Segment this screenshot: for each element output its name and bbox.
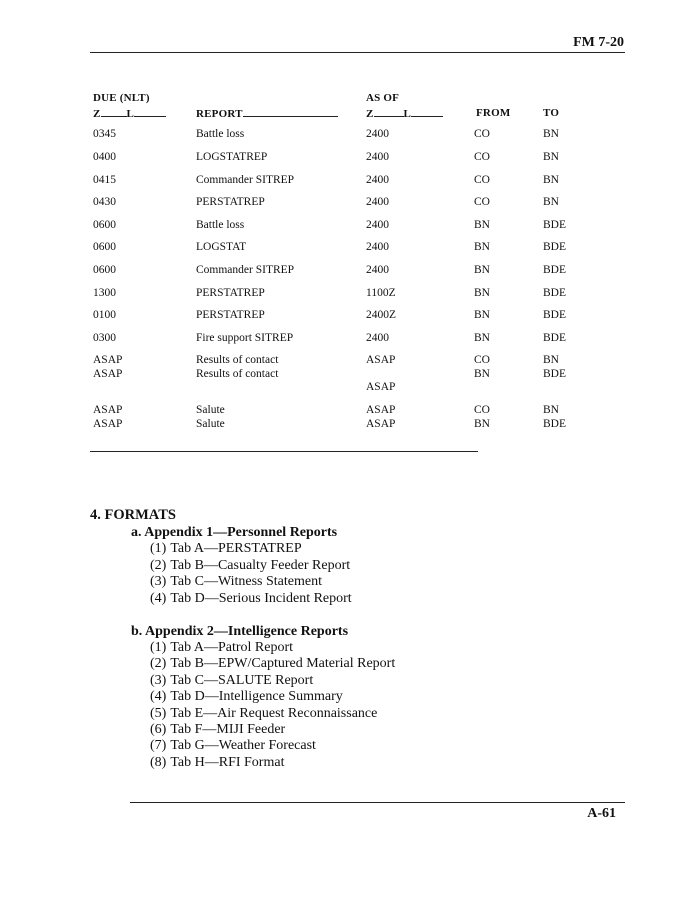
salute-row-due: ASAP bbox=[93, 404, 123, 416]
list-item-number: (4) bbox=[150, 590, 167, 606]
l-blank bbox=[134, 107, 166, 117]
from-header: FROM bbox=[476, 107, 511, 119]
list-item bbox=[150, 738, 316, 754]
table-row-to: BDE bbox=[543, 309, 566, 321]
table-row-to: BDE bbox=[543, 264, 566, 276]
table-row-report: Commander SITREP bbox=[196, 264, 295, 276]
to-header: TO bbox=[543, 107, 560, 119]
table-row-report: Battle loss bbox=[196, 128, 245, 140]
list-item-text: Tab A—Patrol Report bbox=[170, 640, 293, 655]
document-id: FM 7-20 bbox=[573, 35, 624, 50]
salute-row-from: CO bbox=[474, 404, 490, 416]
salute-row-from: BN bbox=[474, 418, 490, 430]
contact-row-asof: ASAP bbox=[366, 354, 396, 366]
table-row-due: 0400 bbox=[93, 151, 116, 163]
list-item-text: Tab B—Casualty Feeder Report bbox=[170, 557, 351, 573]
list-item bbox=[150, 591, 352, 607]
list-item-text: Tab F—MIJI Feeder bbox=[170, 722, 286, 737]
list-item bbox=[150, 656, 395, 672]
list-item bbox=[150, 673, 313, 689]
table-row-report: PERSTATREP bbox=[196, 287, 265, 299]
list-item-number: (2) bbox=[150, 656, 167, 672]
list-item-text: Tab A—PERSTATREP bbox=[170, 541, 302, 556]
table-row-due: 0600 bbox=[93, 264, 116, 276]
list-item-number: (1) bbox=[150, 640, 167, 655]
table-row-to: BN bbox=[543, 128, 559, 140]
table-row-asof: 2400 bbox=[366, 241, 389, 253]
table-row-to: BDE bbox=[543, 332, 566, 344]
salute-row-report: Salute bbox=[196, 404, 225, 416]
list-item-number: (1) bbox=[150, 541, 167, 556]
l-label: L bbox=[126, 108, 135, 120]
as-of-header: AS OF bbox=[366, 92, 400, 104]
list-item-number: (2) bbox=[150, 557, 167, 573]
list-item-number: (8) bbox=[150, 754, 167, 770]
table-row-to: BDE bbox=[543, 287, 566, 299]
contact-row-extra-asof: ASAP bbox=[366, 381, 396, 393]
table-row-from: BN bbox=[474, 219, 490, 231]
salute-row-asof: ASAP bbox=[366, 404, 396, 416]
list-item bbox=[150, 706, 377, 722]
table-row-report: Commander SITREP bbox=[196, 174, 295, 186]
contact-row-due: ASAP bbox=[93, 368, 123, 380]
report-blank bbox=[243, 107, 338, 117]
contact-row-report: Results of contact bbox=[196, 354, 279, 366]
list-item-number: (7) bbox=[150, 738, 167, 754]
list-item-text: Tab G—Weather Forecast bbox=[170, 738, 316, 754]
appendix-2-title: b. Appendix 2—Intelligence Reports bbox=[131, 624, 349, 639]
table-row-asof: 1100Z bbox=[366, 287, 396, 299]
formats-heading: 4. FORMATS bbox=[90, 507, 176, 523]
list-item-number: (3) bbox=[150, 574, 167, 589]
list-item bbox=[150, 722, 285, 738]
z2-label: Z bbox=[366, 108, 374, 120]
table-row-due: 1300 bbox=[93, 287, 116, 299]
table-row-to: BN bbox=[543, 196, 559, 208]
z2-blank bbox=[374, 107, 404, 117]
list-item-text: Tab D—Serious Incident Report bbox=[170, 590, 352, 606]
as-of-zl-header bbox=[366, 107, 443, 120]
table-row-asof: 2400 bbox=[366, 196, 389, 208]
z-blank bbox=[101, 107, 127, 117]
list-item bbox=[150, 689, 343, 705]
table-row-due: 0600 bbox=[93, 241, 116, 253]
table-row-to: BN bbox=[543, 151, 559, 163]
table-row-from: CO bbox=[474, 151, 490, 163]
table-row-due: 0100 bbox=[93, 309, 116, 321]
table-row-asof: 2400 bbox=[366, 219, 389, 231]
report-header bbox=[196, 107, 338, 120]
table-row-asof: 2400 bbox=[366, 174, 389, 186]
table-row-to: BDE bbox=[543, 241, 566, 253]
table-row-asof: 2400 bbox=[366, 151, 389, 163]
list-item-text: Tab B—EPW/Captured Material Report bbox=[170, 656, 396, 672]
table-row-to: BN bbox=[543, 174, 559, 186]
table-row-due: 0345 bbox=[93, 128, 116, 140]
l2-blank bbox=[411, 107, 443, 117]
contact-row-from: BN bbox=[474, 368, 490, 380]
table-row-from: BN bbox=[474, 309, 490, 321]
footer-rule bbox=[130, 802, 625, 803]
table-row-due: 0415 bbox=[93, 174, 116, 186]
salute-row-asof: ASAP bbox=[366, 418, 396, 430]
l2-label: L bbox=[403, 108, 412, 120]
table-row-due: 0300 bbox=[93, 332, 116, 344]
list-item-number: (5) bbox=[150, 705, 167, 721]
table-row-asof: 2400 bbox=[366, 264, 389, 276]
list-item-number: (3) bbox=[150, 672, 167, 688]
table-end-rule bbox=[90, 451, 478, 452]
z-label: Z bbox=[93, 108, 101, 120]
table-row-asof: 2400 bbox=[366, 128, 389, 140]
report-label: REPORT bbox=[196, 108, 243, 120]
table-row-asof: 2400Z bbox=[366, 309, 397, 321]
table-row-from: BN bbox=[474, 287, 490, 299]
salute-row-to: BDE bbox=[543, 418, 566, 430]
table-row-due: 0600 bbox=[93, 219, 116, 231]
contact-row-from: CO bbox=[474, 354, 490, 366]
table-row-report: PERSTATREP bbox=[196, 196, 265, 208]
table-row-report: LOGSTAT bbox=[196, 241, 247, 253]
list-item-number: (6) bbox=[150, 722, 167, 737]
table-row-asof: 2400 bbox=[366, 332, 389, 344]
contact-row-to: BN bbox=[543, 354, 559, 366]
contact-row-report: Results of contact bbox=[196, 368, 279, 380]
table-row-from: BN bbox=[474, 332, 490, 344]
table-row-from: CO bbox=[474, 128, 490, 140]
table-row-report: PERSTATREP bbox=[196, 309, 265, 321]
table-row-from: CO bbox=[474, 174, 490, 186]
contact-row-due: ASAP bbox=[93, 354, 123, 366]
list-item bbox=[150, 541, 302, 557]
list-item bbox=[150, 558, 350, 574]
list-item-text: Tab H—RFI Format bbox=[170, 754, 285, 770]
list-item bbox=[150, 574, 322, 590]
table-row-report: Battle loss bbox=[196, 219, 245, 231]
list-item-number: (4) bbox=[150, 689, 167, 705]
table-row-from: BN bbox=[474, 264, 490, 276]
table-row-to: BDE bbox=[543, 219, 566, 231]
table-row-from: CO bbox=[474, 196, 490, 208]
list-item-text: Tab C—SALUTE Report bbox=[170, 672, 314, 688]
salute-row-report: Salute bbox=[196, 418, 225, 430]
table-row-from: BN bbox=[474, 241, 490, 253]
salute-row-to: BN bbox=[543, 404, 559, 416]
list-item-text: Tab E—Air Request Reconnaissance bbox=[170, 705, 378, 721]
table-row-report: Fire support SITREP bbox=[196, 332, 294, 344]
salute-row-due: ASAP bbox=[93, 418, 123, 430]
list-item-text: Tab D—Intelligence Summary bbox=[170, 689, 343, 705]
appendix-1-title: a. Appendix 1—Personnel Reports bbox=[131, 525, 338, 540]
list-item bbox=[150, 640, 293, 656]
header-rule bbox=[90, 52, 625, 53]
table-row-report: LOGSTATREP bbox=[196, 151, 268, 163]
table-row-due: 0430 bbox=[93, 196, 116, 208]
list-item bbox=[150, 755, 284, 771]
list-item-text: Tab C—Witness Statement bbox=[170, 574, 322, 589]
due-zl-header bbox=[93, 107, 166, 120]
due-header: DUE (NLT) bbox=[93, 92, 150, 104]
page-number: A-61 bbox=[587, 806, 616, 821]
contact-row-to: BDE bbox=[543, 368, 566, 380]
